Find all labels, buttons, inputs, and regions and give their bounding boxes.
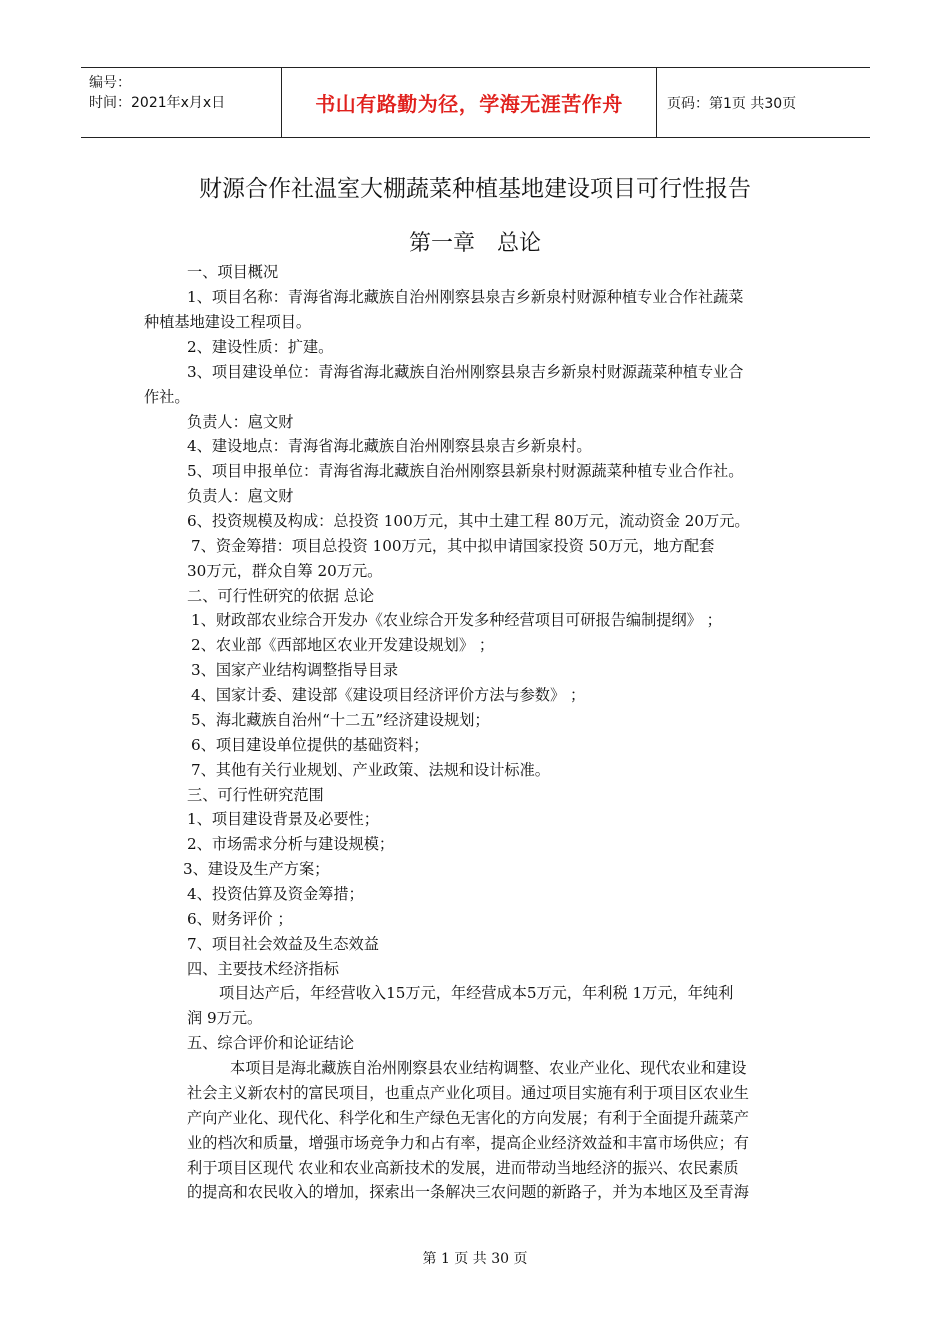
body-line: 种植基地建设工程项目。 [144,313,312,331]
body-line: 7、资金筹措：项目总投资 100万元，其中拟申请国家投资 50万元，地方配套 [191,537,715,555]
document-title: 财源合作社温室大棚蔬菜种植基地建设项目可行性报告 [199,176,751,202]
section-heading: 三、可行性研究范围 [187,786,324,804]
body-line: 5、海北藏族自治州“十二五”经济建设规划； [191,711,490,729]
body-line: 2、市场需求分析与建设规模； [187,835,395,853]
body-line: 1、项目建设背景及必要性； [187,810,379,828]
section-heading: 一、项目概况 [187,263,279,281]
body-line: 负责人：扈文财 [187,413,294,431]
chapter-heading: 第一章 总论 [408,231,541,256]
time-label: 时间：2021年x月x日 [89,95,226,111]
body-line: 4、投资估算及资金筹措； [187,885,364,903]
body-line: 产向产业化、现代化、科学化和生产绿色无害化的方向发展；有利于全面提升蔬菜产 [187,1109,749,1127]
body-line: 4、建设地点：青海省海北藏族自治州刚察县泉吉乡新泉村。 [187,437,592,455]
page-footer: 第 1 页 共 30 页 [422,1251,528,1267]
body-line: 6、财务评价 ； [187,910,293,928]
header-meta [81,68,281,137]
section-heading: 四、主要技术经济指标 [187,960,339,978]
body-line: 社会主义新农村的富民项目，也重点产业化项目。通过项目实施有利于项目区农业生 [187,1084,749,1102]
body-line: 6、项目建设单位提供的基础资料； [191,736,429,754]
body-line: 7、其他有关行业规划、产业政策、法规和设计标准。 [191,761,550,779]
page-header [81,67,870,138]
body-line: 7、项目社会效益及生态效益 [187,935,379,953]
body-line: 业的档次和质量，增强市场竞争力和占有率，提高企业经济效益和丰富市场供应；有 [187,1134,749,1152]
page-info-text: 页码：第1页 共30页 [667,95,797,112]
header-page-info [657,68,870,137]
body-line: 1、财政部农业综合开发办《农业综合开发多种经营项目可研报告编制提纲》 ； [191,611,722,629]
section-heading: 二、可行性研究的依据 总论 [187,587,375,605]
body-line: 利于项目区现代 农业和农业高新技术的发展，进而带动当地经济的振兴、农民素质 [187,1159,739,1177]
body-line: 6、投资规模及构成：总投资 100万元，其中土建工程 80万元，流动资金 20万元。 [187,512,750,530]
body-line: 4、国家计委、建设部《建设项目经济评价方法与参数》 ； [191,686,586,704]
number-label: 编号： [89,75,131,91]
body-line: 项目达产后，年经营收入15万元，年经营成本5万元，年利税 1万元，年纯利 [219,984,734,1002]
body-line: 2、建设性质：扩建。 [187,338,334,356]
body-line: 1、项目名称：青海省海北藏族自治州刚察县泉吉乡新泉村财源种植专业合作社蔬菜 [187,288,744,306]
body-line: 负责人：扈文财 [187,487,294,505]
body-line: 作社。 [144,388,190,406]
body-line: 润 9万元。 [187,1009,263,1027]
body-line: 3、项目建设单位：青海省海北藏族自治州刚察县泉吉乡新泉村财源蔬菜种植专业合 [187,363,744,381]
header-motto-cell [281,68,657,137]
body-line: 本项目是海北藏族自治州刚察县农业结构调整、农业产业化、现代农业和建设 [230,1059,747,1077]
body-line: 的提高和农民收入的增加，探索出一条解决三农问题的新路子，并为本地区及至青海 [187,1183,749,1201]
section-heading: 五、综合评价和论证结论 [187,1034,355,1052]
motto-text: 书山有路勤为径，学海无涯苦作舟 [315,92,623,116]
body-line: 3、建设及生产方案； [183,860,330,878]
body-line: 30万元，群众自筹 20万元。 [187,562,383,580]
body-line: 3、国家产业结构调整指导目录 [191,661,399,679]
body-line: 5、项目申报单位：青海省海北藏族自治州刚察县新泉村财源蔬菜种植专业合作社。 [187,462,744,480]
body-line: 2、农业部《西部地区农业开发建设规划》 ； [191,636,495,654]
